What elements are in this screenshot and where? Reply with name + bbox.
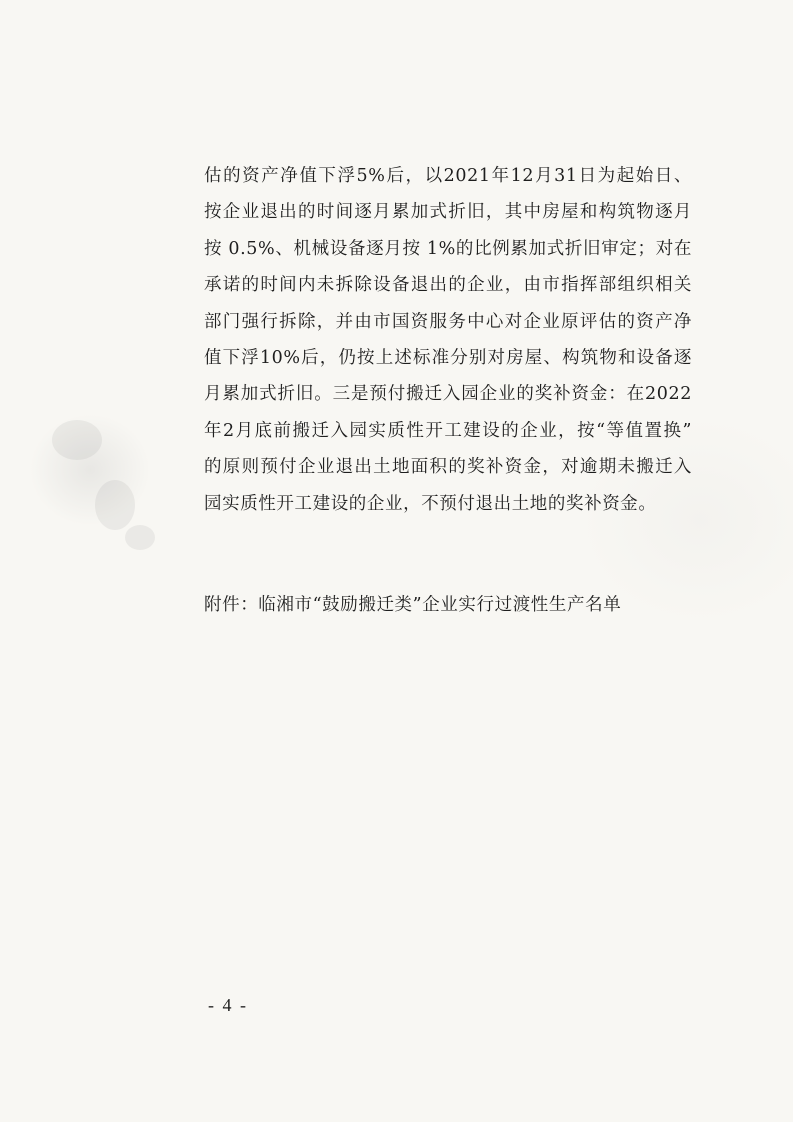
body-line: 的原则预付企业退出土地面积的奖补资金，对逾期未搬迁入 [204, 457, 692, 478]
page-number: - 4 - [208, 995, 248, 1015]
body-line: 值下浮10%后，仍按上述标准分别对房屋、构筑物和设备逐 [204, 348, 692, 369]
attachment-note: 附件：临湘市“鼓励搬迁类”企业实行过渡性生产名单 [204, 595, 622, 615]
body-line: 按企业退出的时间逐月累加式折旧，其中房屋和构筑物逐月 [204, 202, 692, 223]
body-line: 估的资产净值下浮5%后，以2021年12月31日为起始日、 [204, 166, 692, 186]
body-line: 承诺的时间内未拆除设备退出的企业，由市指挥部组织相关 [204, 275, 692, 296]
body-line: 月累加式折旧。三是预付搬迁入园企业的奖补资金：在2022 [204, 384, 692, 405]
scan-smudge [125, 525, 155, 550]
body-line: 部门强行拆除，并由市国资服务中心对企业原评估的资产净 [204, 311, 692, 332]
body-line: 年2月底前搬迁入园实质性开工建设的企业，按“等值置换” [204, 420, 692, 441]
scan-smudge [52, 420, 102, 460]
body-paragraph [204, 158, 692, 522]
body-line: 园实质性开工建设的企业，不预付退出土地的奖补资金。 [204, 493, 657, 514]
scan-smudge [95, 480, 135, 530]
body-line: 按 0.5%、机械设备逐月按 1%的比例累加式折旧审定；对在 [204, 238, 692, 259]
